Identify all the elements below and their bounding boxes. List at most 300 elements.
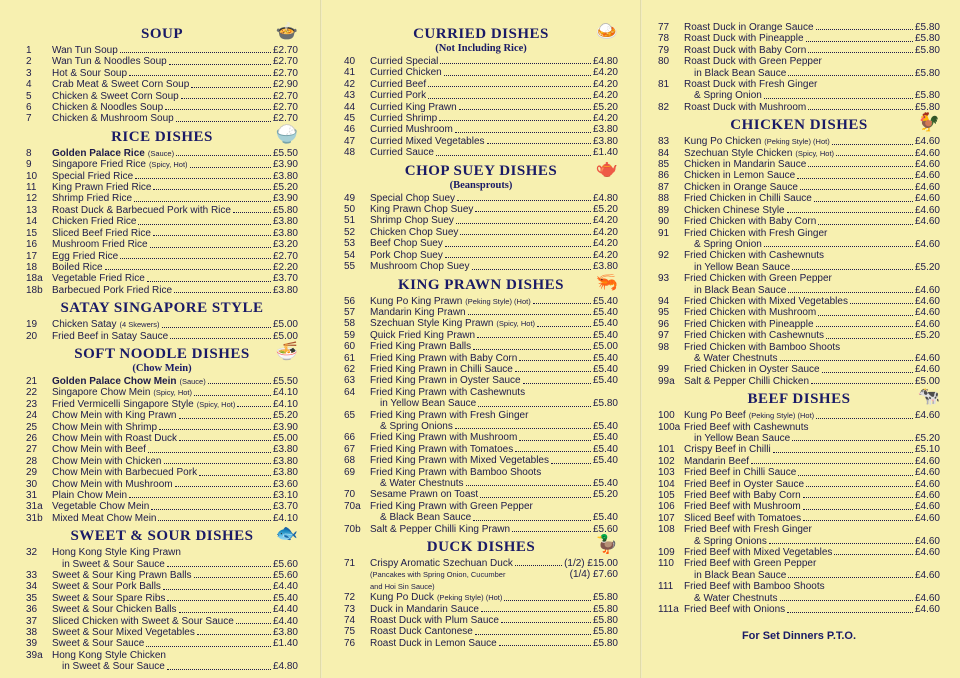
leader-dots xyxy=(174,285,271,293)
item-number: 10 xyxy=(26,170,38,182)
item-name: Roast Duck with Mushroom xyxy=(684,101,807,113)
item-number xyxy=(344,581,370,592)
item-name: Curried Pork xyxy=(370,90,427,102)
menu-item xyxy=(658,456,940,467)
item-number: 4 xyxy=(26,79,32,91)
item-number: 31 xyxy=(26,490,38,501)
menu-item xyxy=(26,638,298,649)
item-name: Egg Fried Rice xyxy=(52,250,119,262)
item-number: 85 xyxy=(658,159,670,171)
menu-item xyxy=(658,250,940,261)
menu-item xyxy=(658,102,940,113)
leader-dots xyxy=(836,148,913,156)
section-title: BEEF DISHES xyxy=(747,391,851,408)
item-number: 109 xyxy=(658,547,675,559)
item-number: 64 xyxy=(344,386,356,398)
leader-dots xyxy=(816,410,913,418)
menu-item xyxy=(658,228,940,239)
item-price: £5.50 xyxy=(272,147,298,159)
item-price: £3.80 xyxy=(272,627,298,639)
menu-item xyxy=(26,650,298,661)
leader-dots xyxy=(478,398,591,406)
item-number: 65 xyxy=(344,409,356,421)
menu-item xyxy=(344,296,618,307)
item-name: Fried Chicken with Baby Corn xyxy=(684,216,817,228)
item-number: 11 xyxy=(26,182,37,194)
menu-item xyxy=(658,410,940,421)
item-price: £5.80 xyxy=(914,33,940,45)
leader-dots xyxy=(445,250,591,258)
section-title: CHICKEN DISHES xyxy=(730,117,868,134)
item-price: £4.60 xyxy=(914,604,940,616)
item-number xyxy=(658,570,684,581)
item-number: 86 xyxy=(658,170,670,182)
item-number xyxy=(344,421,370,432)
menu-item xyxy=(344,375,618,386)
leader-dots xyxy=(146,638,271,646)
leader-dots xyxy=(444,67,591,75)
menu-item xyxy=(344,102,618,113)
item-number: 37 xyxy=(26,615,38,627)
section-title: CURRIED DISHES xyxy=(413,26,549,42)
leader-dots xyxy=(428,79,591,87)
fish-plate-icon: 🐟 xyxy=(275,523,298,544)
curry-bowl-icon: 🍛 xyxy=(595,21,618,41)
leader-dots xyxy=(179,433,271,441)
item-price: £4.60 xyxy=(914,569,940,581)
section-header xyxy=(658,386,940,408)
item-price: £5.20 xyxy=(914,261,940,273)
item-name: Sweet & Sour Sauce xyxy=(52,638,145,650)
item-number: 66 xyxy=(344,432,356,444)
menu-item xyxy=(26,604,298,615)
item-name: Beef Chop Suey xyxy=(370,238,443,250)
item-price: £3.20 xyxy=(272,239,298,251)
menu-item xyxy=(344,455,618,466)
menu-item xyxy=(658,558,940,569)
item-name: Roast Duck with Pineapple xyxy=(684,33,804,45)
leader-dots xyxy=(788,285,913,293)
section-title: SWEET & SOUR DISHES xyxy=(70,528,254,545)
item-number: 105 xyxy=(658,490,675,502)
item-price: £4.60 xyxy=(914,478,940,490)
leader-dots xyxy=(153,182,270,190)
item-name: Curried Special xyxy=(370,56,439,67)
leader-dots xyxy=(788,68,913,76)
item-name: Sweet & Sour Spare Ribs xyxy=(52,592,166,604)
leader-dots xyxy=(803,490,913,498)
menu-item xyxy=(26,513,298,524)
item-name: & Water Chestnuts xyxy=(694,592,778,604)
leader-dots xyxy=(194,570,271,578)
item-price: £5.80 xyxy=(272,204,298,216)
item-number: 67 xyxy=(344,443,356,455)
leader-dots xyxy=(176,113,271,121)
item-number xyxy=(658,239,684,250)
item-name: Fried King Prawn with Mushroom xyxy=(370,432,518,444)
item-price: £4.20 xyxy=(592,249,618,261)
item-name: Roast Duck with Fresh Ginger xyxy=(684,79,818,91)
menu-item-continued xyxy=(344,478,618,489)
item-name: Fried Beef in Oyster Sauce xyxy=(684,478,805,490)
item-price: £5.40 xyxy=(592,295,618,307)
item-number: 57 xyxy=(344,306,356,318)
item-price: £5.00 xyxy=(914,375,940,387)
item-name: King Prawn Chop Suey xyxy=(370,204,474,216)
item-number: 77 xyxy=(658,22,670,33)
item-price: £5.80 xyxy=(592,637,618,649)
menu-item-continued xyxy=(344,398,618,409)
leader-dots xyxy=(797,170,913,178)
menu-item-continued xyxy=(658,536,940,547)
item-number xyxy=(658,593,684,604)
section-title: DUCK DISHES xyxy=(426,539,536,556)
item-number: 34 xyxy=(26,581,38,593)
menu-item xyxy=(658,33,940,44)
leader-dots xyxy=(751,456,913,464)
item-name: Chicken Chop Suey xyxy=(370,226,459,238)
item-number: 103 xyxy=(658,467,675,479)
leader-dots xyxy=(134,193,271,201)
item-name: Fried King Prawn in Chilli Sauce xyxy=(370,363,513,375)
menu-item xyxy=(658,56,940,67)
item-number: 41 xyxy=(344,67,356,79)
item-number: 108 xyxy=(658,524,675,536)
item-name: in Yellow Bean Sauce xyxy=(694,261,791,273)
item-price: £4.60 xyxy=(914,501,940,513)
item-name: Kung Po Chicken xyxy=(684,136,762,148)
item-name: Fried Chicken with Cashewnuts xyxy=(684,250,825,262)
menu-item xyxy=(26,387,298,398)
item-number: 26 xyxy=(26,432,38,444)
item-number: 39 xyxy=(26,638,38,650)
leader-dots xyxy=(780,353,913,361)
item-price: £4.40 xyxy=(272,615,298,627)
item-number: 101 xyxy=(658,444,675,456)
item-number: 7 xyxy=(26,113,32,125)
item-name: Mushroom Chop Suey xyxy=(370,261,470,273)
item-name: Fried Chicken with Mixed Vegetables xyxy=(684,295,848,307)
item-name: Fried Beef with Mixed Vegetables xyxy=(684,547,833,559)
menu-item xyxy=(344,569,618,580)
item-name: Vegetable Chow Mein xyxy=(52,501,150,513)
leader-dots xyxy=(460,227,591,235)
leader-dots xyxy=(135,171,271,179)
item-price: £3.80 xyxy=(272,455,298,467)
item-price: £5.80 xyxy=(592,615,618,627)
menu-item xyxy=(658,342,940,353)
item-name: King Prawn Fried Rice xyxy=(52,182,152,194)
item-number: 91 xyxy=(658,227,670,239)
item-note: (Spicy, Hot) xyxy=(196,399,236,409)
menu-item xyxy=(26,285,298,296)
item-name: Sweet & Sour Chicken Balls xyxy=(52,604,177,616)
leader-dots xyxy=(808,159,913,167)
leader-dots xyxy=(515,444,591,452)
menu-item xyxy=(658,364,940,375)
item-price: £3.80 xyxy=(592,124,618,136)
item-price: £5.40 xyxy=(592,375,618,387)
item-price: £5.60 xyxy=(592,523,618,535)
leader-dots xyxy=(800,182,913,190)
item-price: £1.40 xyxy=(272,638,298,650)
menu-item xyxy=(26,456,298,467)
menu-item xyxy=(344,581,618,592)
leader-dots xyxy=(816,22,913,30)
item-number: 33 xyxy=(26,570,38,582)
menu-item xyxy=(26,251,298,262)
menu-item xyxy=(26,205,298,216)
item-price: £4.20 xyxy=(592,90,618,102)
leader-dots xyxy=(179,604,271,612)
cow-icon: 🐄 xyxy=(917,386,940,407)
item-number: 63 xyxy=(344,375,356,387)
item-number: 24 xyxy=(26,410,38,422)
item-number: 72 xyxy=(344,592,356,604)
item-price: £4.60 xyxy=(914,352,940,364)
menu-item xyxy=(344,341,618,352)
menu-item xyxy=(344,227,618,238)
menu-item xyxy=(344,193,618,204)
item-number: 3 xyxy=(26,67,32,79)
item-number: 71 xyxy=(344,558,356,570)
item-price: £5.20 xyxy=(592,204,618,216)
item-price: £4.60 xyxy=(914,535,940,547)
item-name: Fried Beef with Onions xyxy=(684,604,786,616)
item-name: Chicken & Sweet Corn Soup xyxy=(52,90,179,102)
item-number: 18b xyxy=(26,284,43,296)
menu-item xyxy=(658,22,940,33)
menu-item-continued xyxy=(658,285,940,296)
item-number: 14 xyxy=(26,216,38,228)
item-number: 96 xyxy=(658,318,670,330)
item-number: 43 xyxy=(344,90,356,102)
item-price: £5.00 xyxy=(592,341,618,353)
item-price: £2.20 xyxy=(272,261,298,273)
menu-item xyxy=(344,592,618,603)
item-name: Curried Beef xyxy=(370,78,427,90)
item-price: £5.40 xyxy=(592,318,618,330)
item-price: £4.10 xyxy=(272,398,298,410)
menu-item xyxy=(26,410,298,421)
menu-item xyxy=(344,113,618,124)
item-price: £5.20 xyxy=(592,101,618,113)
item-price: £4.60 xyxy=(914,592,940,604)
menu-item xyxy=(658,490,940,501)
menu-item xyxy=(26,593,298,604)
item-price: (1/4) £7.60 xyxy=(569,569,618,581)
menu-item xyxy=(344,204,618,215)
item-number: 98 xyxy=(658,341,670,353)
menu-item xyxy=(344,307,618,318)
leader-dots xyxy=(487,136,591,144)
item-name: Fried King Prawn with Tomatoes xyxy=(370,443,514,455)
menu-item-continued xyxy=(344,421,618,432)
leader-dots xyxy=(457,193,591,201)
menu-item xyxy=(26,102,298,113)
item-number: 80 xyxy=(658,56,670,68)
item-price: £5.40 xyxy=(592,352,618,364)
leader-dots xyxy=(475,626,591,634)
leader-dots xyxy=(818,307,913,315)
leader-dots xyxy=(473,512,591,520)
leader-dots xyxy=(158,513,270,521)
menu-column-1 xyxy=(0,0,320,678)
leader-dots xyxy=(811,376,913,384)
item-name: in Yellow Bean Sauce xyxy=(694,433,791,444)
leader-dots xyxy=(455,124,591,132)
item-price: £4.80 xyxy=(592,192,618,204)
menu-item xyxy=(26,148,298,159)
menu-item xyxy=(26,399,298,410)
item-name: Fried Chicken in Oyster Sauce xyxy=(684,364,820,376)
item-price: £3.70 xyxy=(272,273,298,285)
item-price: £4.10 xyxy=(272,387,298,399)
item-number: 107 xyxy=(658,512,675,524)
menu-item xyxy=(344,444,618,455)
item-number: 69 xyxy=(344,466,356,478)
item-price: £1.40 xyxy=(592,147,618,159)
item-number: 45 xyxy=(344,113,356,125)
leader-dots xyxy=(788,570,913,578)
item-price: £3.90 xyxy=(272,193,298,205)
leader-dots xyxy=(806,479,913,487)
leader-dots xyxy=(533,296,591,304)
leader-dots xyxy=(808,102,913,110)
item-price: £5.40 xyxy=(592,432,618,444)
item-number: 70a xyxy=(344,500,361,512)
menu-item xyxy=(658,376,940,387)
item-number: 52 xyxy=(344,226,356,238)
leader-dots xyxy=(162,319,271,327)
item-name: Fried King Prawn with Fresh Ginger xyxy=(370,409,529,421)
item-name: in Black Bean Sauce xyxy=(694,284,787,296)
item-name: & Spring Onion xyxy=(694,238,762,250)
menu-item xyxy=(658,148,940,159)
item-name: Fried Beef with Mushroom xyxy=(684,501,801,513)
leader-dots xyxy=(792,433,913,441)
item-number: 21 xyxy=(26,375,38,387)
section-header xyxy=(26,523,298,545)
item-price: £5.40 xyxy=(592,512,618,524)
item-price: £5.10 xyxy=(914,444,940,456)
leader-dots xyxy=(466,478,591,486)
item-number: 74 xyxy=(344,615,356,627)
item-number: 16 xyxy=(26,239,38,251)
item-number: 90 xyxy=(658,216,670,228)
item-number: 58 xyxy=(344,318,356,330)
menu-item xyxy=(26,182,298,193)
item-name: Roast Duck Cantonese xyxy=(370,626,473,638)
leader-dots xyxy=(515,558,562,566)
menu-item-continued xyxy=(658,239,940,250)
item-number: 13 xyxy=(26,204,38,216)
item-name: Fried King Prawn with Mixed Vegetables xyxy=(370,455,549,467)
item-price: £5.80 xyxy=(914,67,940,79)
menu-item xyxy=(26,216,298,227)
item-name: Wan Tun Soup xyxy=(52,45,118,56)
menu-column-2 xyxy=(320,0,640,678)
section-header xyxy=(658,112,940,134)
item-number: 100 xyxy=(658,410,675,422)
item-name: Sweet & Sour Mixed Vegetables xyxy=(52,627,195,639)
item-price: £5.40 xyxy=(592,329,618,341)
leader-dots xyxy=(153,228,271,236)
menu-item xyxy=(658,422,940,433)
item-number: 30 xyxy=(26,478,38,490)
leader-dots xyxy=(120,45,271,53)
item-price: £4.60 xyxy=(914,204,940,216)
item-price: £3.80 xyxy=(272,444,298,456)
item-name: (Pancakes with Spring Onion, Cucumber xyxy=(370,570,506,580)
item-name: Fried King Prawn with Green Pepper xyxy=(370,500,533,512)
item-name: Crab Meat & Sweet Corn Soup xyxy=(52,79,190,91)
menu-item xyxy=(344,615,618,626)
item-name: Roast Duck with Baby Corn xyxy=(684,44,807,56)
menu-item xyxy=(26,159,298,170)
item-number: 17 xyxy=(26,250,38,262)
section-title: SOUP xyxy=(140,26,183,42)
spacer xyxy=(505,569,569,580)
leader-dots xyxy=(850,296,913,304)
item-name: Sesame Prawn on Toast xyxy=(370,489,479,501)
menu-item xyxy=(26,444,298,455)
teapot-icon: 🫖 xyxy=(595,157,618,178)
item-number: 97 xyxy=(658,330,670,342)
leader-dots xyxy=(176,148,271,156)
leader-dots xyxy=(769,536,913,544)
item-number xyxy=(344,398,370,409)
menu-item xyxy=(344,136,618,147)
menu-item xyxy=(26,193,298,204)
leader-dots xyxy=(803,501,913,509)
menu-item-continued xyxy=(658,570,940,581)
menu-item xyxy=(344,124,618,135)
item-price: £4.80 xyxy=(592,56,618,67)
item-price: £5.60 xyxy=(272,558,298,570)
menu-item xyxy=(26,262,298,273)
item-price: £4.60 xyxy=(914,216,940,228)
leader-dots xyxy=(170,331,271,339)
leader-dots xyxy=(138,216,270,224)
item-price: £5.50 xyxy=(272,375,298,387)
prawn-icon: 🦐 xyxy=(595,271,618,292)
item-number: 39a xyxy=(26,649,43,661)
leader-dots xyxy=(105,262,271,270)
menu-item xyxy=(344,604,618,615)
menu-item xyxy=(658,45,940,56)
item-name: Plain Chow Mein xyxy=(52,490,128,501)
item-note: (Spicy, Hot) xyxy=(795,148,835,158)
item-price: £5.80 xyxy=(592,626,618,638)
leader-dots xyxy=(826,330,913,338)
menu-item xyxy=(26,627,298,638)
menu-item xyxy=(26,490,298,501)
item-name: Crispy Aromatic Szechuan Duck xyxy=(370,558,513,570)
item-number xyxy=(658,90,684,101)
item-number: 99 xyxy=(658,364,670,376)
menu-item xyxy=(658,205,940,216)
item-name: Special Fried Rice xyxy=(52,170,134,182)
item-price: £5.80 xyxy=(592,592,618,604)
item-price: £5.40 xyxy=(592,455,618,467)
item-name: Golden Palace Rice xyxy=(52,147,145,159)
item-price: £2.70 xyxy=(272,250,298,262)
item-number: 70 xyxy=(344,489,356,501)
item-name: in Sweet & Sour Sauce xyxy=(62,558,165,570)
leader-dots xyxy=(194,387,271,395)
item-note: (Peking Style) (Hot) xyxy=(465,296,531,306)
